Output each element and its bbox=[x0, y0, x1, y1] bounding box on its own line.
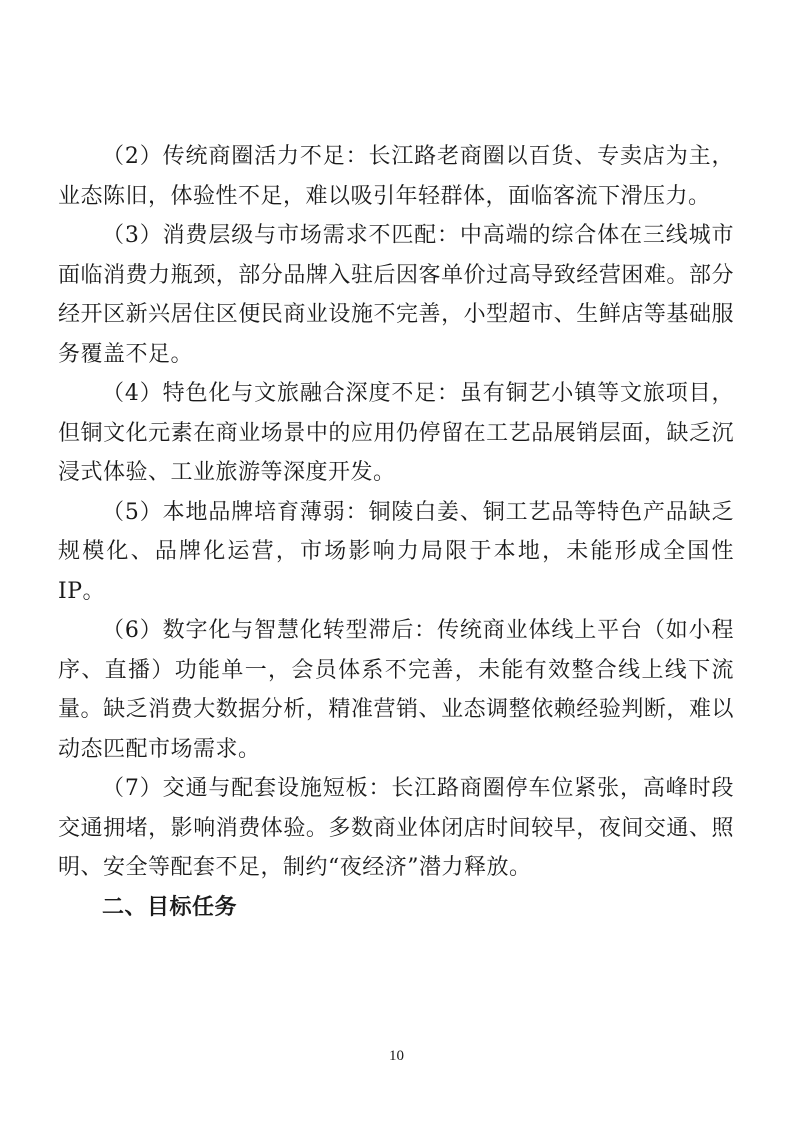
paragraph-4-cultural-tourism-integration: （4）特色化与文旅融合深度不足：虽有铜艺小镇等文旅项目，但铜文化元素在商业场景中的应用仍停留在工艺品展销层面，缺乏沉浸式体验、工业旅游等深度开发。 bbox=[58, 381, 734, 485]
document-body bbox=[58, 137, 734, 927]
section-heading: 二、目标任务 bbox=[102, 894, 238, 920]
paragraph-3-consumption-level-mismatch: （3）消费层级与市场需求不匹配：中高端的综合体在三线城市面临消费力瓶颈，部分品牌入驻后因客单价过高导致经营困难。部分经开区新兴居住区便民商业设施不完善，小型超市、生鲜店等基础服务覆盖不足。 bbox=[58, 223, 734, 367]
page-number: 10 bbox=[389, 1048, 404, 1064]
paragraph-6-digital-transformation: （6）数字化与智慧化转型滞后：传统商业体线上平台（如小程序、直播）功能单一，会员体系不完善，未能有效整合线上线下流量。缺乏消费大数据分析，精准营销、业态调整依赖经验判断，难以动态匹配市场需求。 bbox=[58, 618, 734, 762]
paragraph-2-traditional-business-district: （2）传统商圈活力不足：长江路老商圈以百货、专卖店为主，业态陈旧，体验性不足，难以吸引年轻群体，面临客流下滑压力。 bbox=[58, 144, 734, 209]
paragraph-7-transport-facilities: （7）交通与配套设施短板：长江路商圈停车位紧张，高峰时段交通拥堵，影响消费体验。多数商业体闭店时间较早，夜间交通、照明、安全等配套不足，制约“夜经济”潜力释放。 bbox=[58, 776, 734, 880]
paragraph-5-local-brand-cultivation: （5）本地品牌培育薄弱：铜陵白姜、铜工艺品等特色产品缺乏规模化、品牌化运营，市场影响力局限于本地，未能形成全国性IP。 bbox=[58, 499, 734, 604]
